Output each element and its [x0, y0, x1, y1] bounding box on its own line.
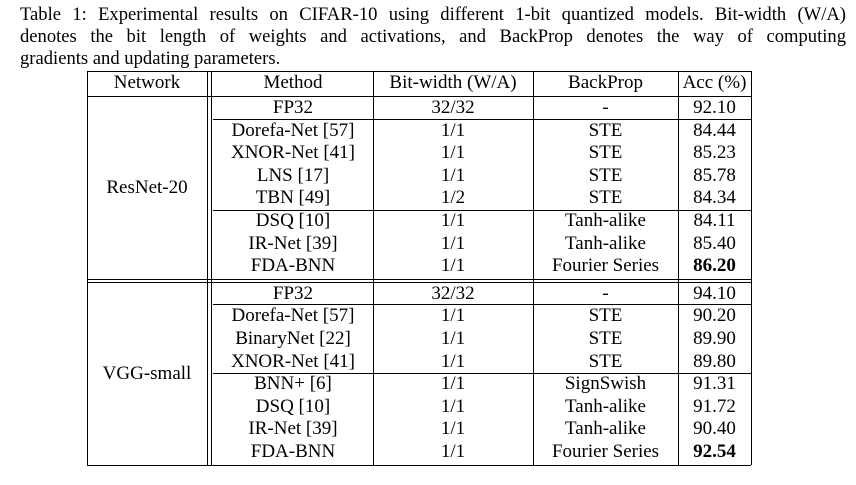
- column-divider: [211, 71, 212, 465]
- caption-line-1: Table 1: Experimental results on CIFAR-10 using different 1-bit quantized models. Bit-width (W/A): [20, 4, 846, 25]
- acc-cell: 84.34: [693, 187, 736, 209]
- backprop-cell: STE: [588, 305, 623, 327]
- header-backprop: BackProp: [568, 72, 643, 93]
- acc-cell: 92.10: [693, 97, 736, 118]
- method-cell: Dorefa-Net [57]: [231, 119, 355, 141]
- acc-cell: 85.23: [693, 142, 736, 164]
- acc-cell: 86.20: [693, 255, 736, 277]
- acc-cell: 85.40: [693, 232, 736, 254]
- backprop-cell: STE: [588, 164, 623, 186]
- backprop-cell: STE: [588, 350, 623, 372]
- method-cell: XNOR-Net [41]: [230, 350, 355, 372]
- column-divider: [207, 71, 208, 465]
- backprop-cell: Tanh-alike: [565, 395, 646, 417]
- acc-cell: 89.90: [693, 328, 736, 349]
- column-divider: [678, 71, 679, 465]
- method-cell: BNN+ [6]: [254, 373, 332, 395]
- bit-width-cell: 1/1: [440, 210, 466, 231]
- header-network: Network: [113, 72, 181, 93]
- network-label: ResNet-20: [106, 177, 188, 198]
- method-cell: DSQ [10]: [255, 210, 331, 231]
- bit-width-cell: 1/1: [440, 328, 466, 349]
- bit-width-cell: 1/1: [440, 373, 466, 395]
- method-cell: LNS [17]: [256, 164, 330, 186]
- backprop-cell: Fourier Series: [551, 255, 660, 277]
- bit-width-cell: 1/1: [440, 441, 466, 462]
- column-divider: [373, 71, 374, 465]
- backprop-cell: Tanh-alike: [565, 232, 646, 254]
- network-label: VGG-small: [102, 362, 192, 384]
- method-cell: FP32: [272, 282, 314, 304]
- bit-width-cell: 1/1: [440, 119, 466, 141]
- acc-cell: 84.44: [693, 119, 736, 141]
- acc-cell: 91.72: [693, 395, 736, 417]
- method-cell: FP32: [272, 97, 314, 118]
- acc-cell: 89.80: [693, 350, 736, 372]
- table-right-border: [751, 71, 752, 465]
- table-left-border: [87, 71, 88, 465]
- acc-cell: 92.54: [693, 441, 736, 462]
- bit-width-cell: 1/1: [440, 305, 466, 327]
- backprop-cell: -: [602, 282, 609, 304]
- bit-width-cell: 1/1: [440, 164, 466, 186]
- backprop-cell: SignSwish: [564, 373, 647, 395]
- method-cell: IR-Net [39]: [248, 232, 338, 254]
- backprop-cell: Fourier Series: [551, 441, 660, 462]
- method-cell: IR-Net [39]: [248, 418, 338, 440]
- bit-width-cell: 1/2: [440, 187, 466, 209]
- header-bit-width: Bit-width (W/A): [389, 72, 517, 93]
- method-cell: Dorefa-Net [57]: [231, 305, 355, 327]
- method-cell: XNOR-Net [41]: [230, 142, 355, 164]
- backprop-cell: STE: [588, 142, 623, 164]
- backprop-cell: Tanh-alike: [565, 418, 646, 440]
- backprop-cell: Tanh-alike: [565, 210, 646, 231]
- bit-width-cell: 1/1: [440, 255, 466, 277]
- group-separator-rule: [87, 279, 751, 280]
- header-method: Method: [263, 72, 323, 93]
- table-caption: [20, 4, 846, 70]
- bit-width-cell: 1/1: [440, 232, 466, 254]
- bit-width-cell: 1/1: [440, 418, 466, 440]
- bit-width-cell: 32/32: [431, 97, 475, 118]
- method-cell: BinaryNet [22]: [235, 328, 351, 349]
- acc-cell: 85.78: [693, 164, 736, 186]
- acc-cell: 91.31: [693, 373, 736, 395]
- backprop-cell: STE: [588, 328, 623, 349]
- method-cell: FDA-BNN: [250, 255, 336, 277]
- header-acc: Acc (%): [682, 72, 747, 93]
- caption-line-3: gradients and updating parameters.: [20, 48, 281, 69]
- acc-cell: 84.11: [693, 210, 736, 231]
- backprop-cell: STE: [588, 187, 623, 209]
- bit-width-cell: 1/1: [440, 142, 466, 164]
- bit-width-cell: 1/1: [440, 350, 466, 372]
- acc-cell: 94.10: [693, 282, 736, 304]
- bit-width-cell: 1/1: [440, 395, 466, 417]
- acc-cell: 90.40: [693, 418, 736, 440]
- backprop-cell: STE: [588, 119, 623, 141]
- method-cell: DSQ [10]: [255, 395, 331, 417]
- backprop-cell: -: [602, 97, 609, 118]
- table-bottom-rule: [87, 465, 751, 466]
- column-divider: [533, 71, 534, 465]
- method-cell: TBN [49]: [255, 187, 331, 209]
- bit-width-cell: 32/32: [431, 282, 475, 304]
- caption-line-2: denotes the bit length of weights and activations, and BackProp denotes the way of computing: [20, 26, 846, 47]
- method-cell: FDA-BNN: [250, 441, 336, 462]
- acc-cell: 90.20: [693, 305, 736, 327]
